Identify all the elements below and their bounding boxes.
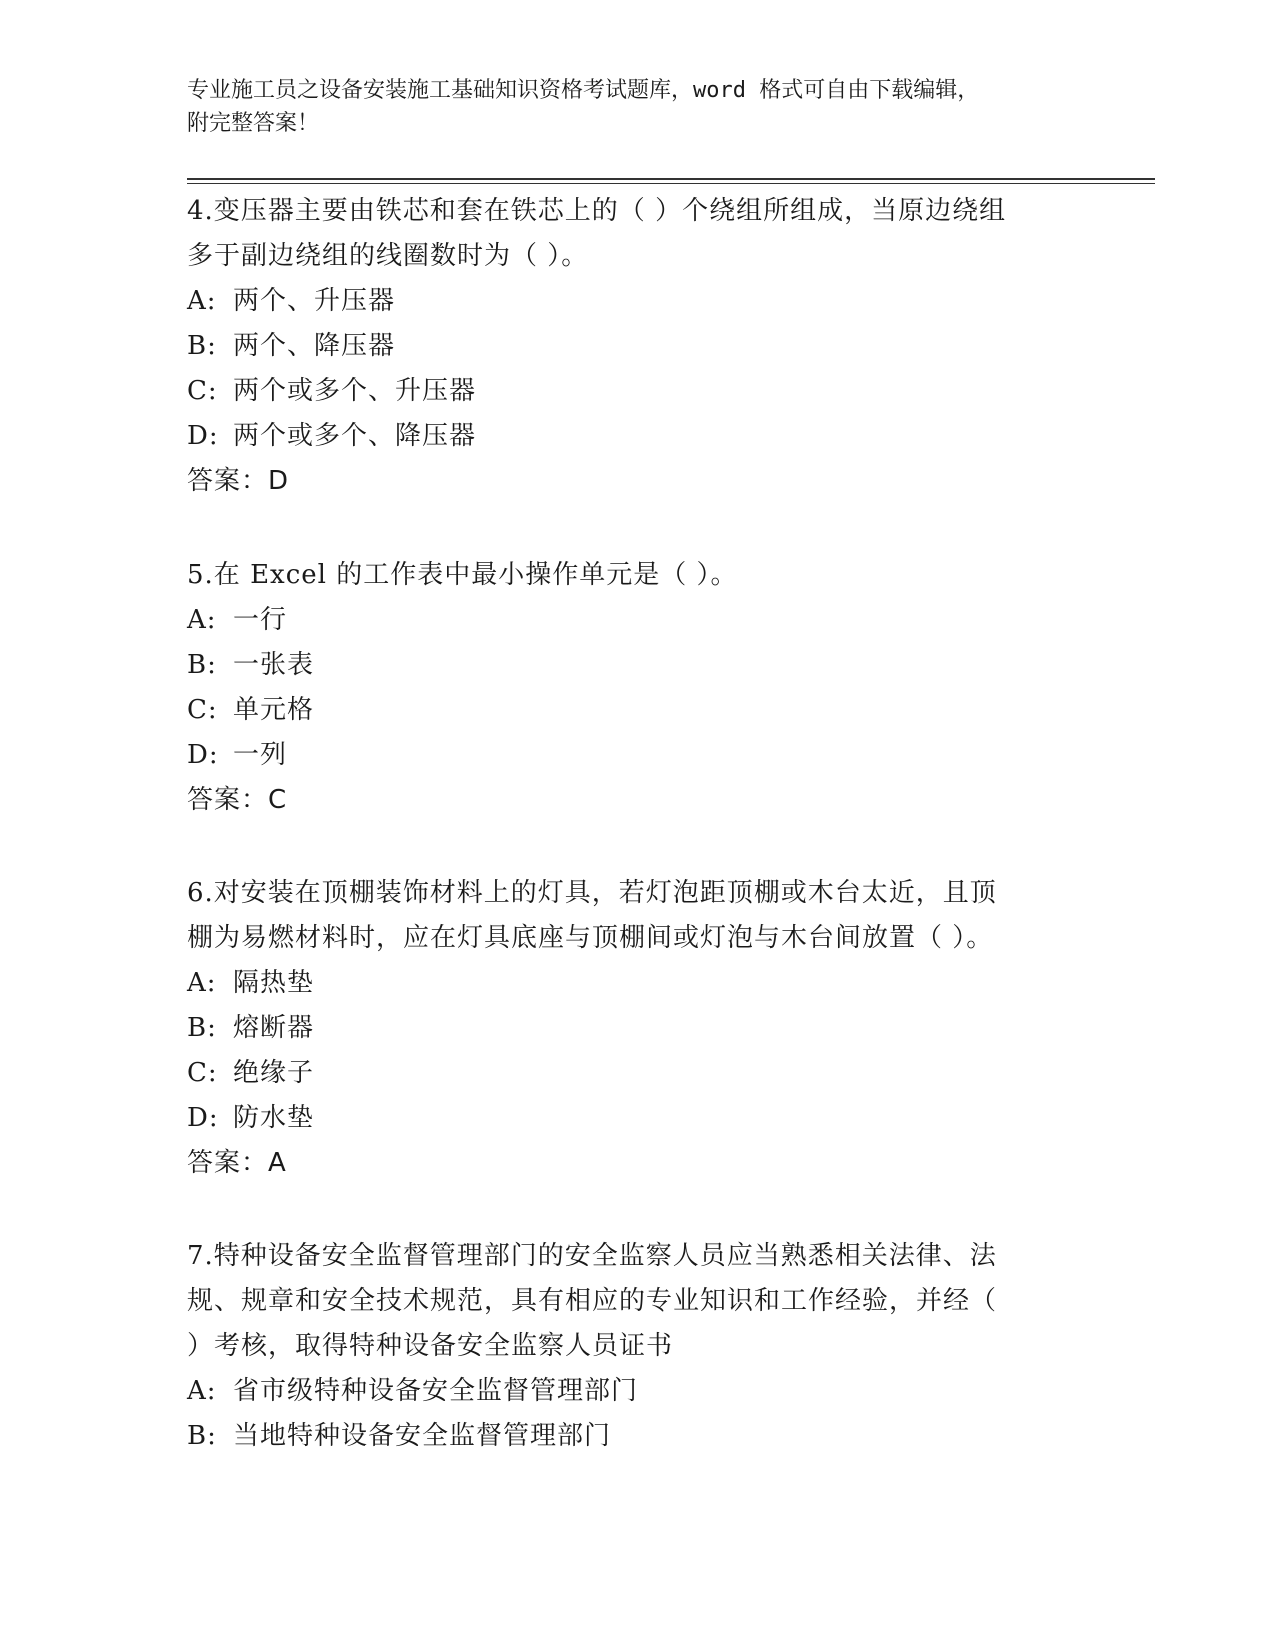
question-text-line: 棚为易燃材料时，应在灯具底座与顶棚间或灯泡与木台间放置（ ）。 <box>187 923 994 953</box>
option-key: D: <box>187 740 219 770</box>
header-title-line2: 附完整答案！ <box>187 111 320 136</box>
option-key: D: <box>187 1103 219 1133</box>
document-header <box>187 74 1067 140</box>
answer-label: 答案：C <box>187 785 288 815</box>
option-c <box>187 1051 1067 1096</box>
option-key: A: <box>187 1376 217 1406</box>
question-text <box>187 189 1067 279</box>
option-d <box>187 1096 1067 1141</box>
option-text: 防水垫 <box>233 1103 315 1133</box>
option-text: 单元格 <box>233 695 315 725</box>
option-text: 绝缘子 <box>233 1058 315 1088</box>
question-text-line: 4.变压器主要由铁芯和套在铁芯上的（ ）个绕组所组成，当原边绕组 <box>187 196 1007 226</box>
option-a <box>187 961 1067 1006</box>
header-divider-thick <box>187 178 1155 180</box>
option-c <box>187 369 1067 414</box>
option-key: B: <box>187 650 217 680</box>
question-text-line: 6.对安装在顶棚装饰材料上的灯具，若灯泡距顶棚或木台太近，且顶 <box>187 878 997 908</box>
option-key: B: <box>187 331 217 361</box>
option-text: 省市级特种设备安全监督管理部门 <box>233 1376 639 1406</box>
option-key: A: <box>187 605 217 635</box>
question-7 <box>187 1234 1067 1459</box>
option-text: 一列 <box>233 740 288 770</box>
question-text-line: 5.在 Excel 的工作表中最小操作单元是（ ）。 <box>187 560 738 590</box>
option-b <box>187 324 1067 369</box>
option-c <box>187 688 1067 733</box>
question-text-line: 多于副边绕组的线圈数时为（ ）。 <box>187 241 589 271</box>
option-a <box>187 279 1067 324</box>
option-b <box>187 1414 1067 1459</box>
question-text-line: 7.特种设备安全监督管理部门的安全监察人员应当熟悉相关法律、法 <box>187 1241 997 1271</box>
option-text: 两个、升压器 <box>233 286 396 316</box>
question-text-line: ）考核，取得特种设备安全监察人员证书 <box>187 1331 674 1361</box>
header-title-line1: 专业施工员之设备安装施工基础知识资格考试题库，word 格式可自由下载编辑， <box>187 78 980 103</box>
option-key: C: <box>187 1058 218 1088</box>
option-text: 一张表 <box>233 650 315 680</box>
option-key: A: <box>187 286 217 316</box>
option-text: 当地特种设备安全监督管理部门 <box>233 1421 612 1451</box>
option-d <box>187 414 1067 459</box>
question-text-line: 规、规章和安全技术规范，具有相应的专业知识和工作经验，并经（ <box>187 1286 998 1316</box>
option-key: C: <box>187 376 218 406</box>
option-key: C: <box>187 695 218 725</box>
answer-label: 答案：D <box>187 466 290 496</box>
answer-label: 答案：A <box>187 1148 287 1178</box>
option-text: 一行 <box>233 605 288 635</box>
option-key: B: <box>187 1421 217 1451</box>
option-text: 熔断器 <box>233 1013 315 1043</box>
option-key: D: <box>187 421 219 451</box>
option-text: 两个或多个、升压器 <box>233 376 477 406</box>
question-5 <box>187 553 1067 823</box>
option-key: B: <box>187 1013 217 1043</box>
option-text: 隔热垫 <box>233 968 315 998</box>
option-b <box>187 1006 1067 1051</box>
option-text: 两个或多个、降压器 <box>233 421 477 451</box>
option-a <box>187 1369 1067 1414</box>
question-4 <box>187 189 1067 504</box>
question-text <box>187 1234 1067 1369</box>
question-text <box>187 871 1067 961</box>
question-text <box>187 553 1067 598</box>
option-b <box>187 643 1067 688</box>
option-a <box>187 598 1067 643</box>
header-divider-thin <box>187 183 1155 184</box>
option-text: 两个、降压器 <box>233 331 396 361</box>
option-key: A: <box>187 968 217 998</box>
option-d <box>187 733 1067 778</box>
question-6 <box>187 871 1067 1186</box>
